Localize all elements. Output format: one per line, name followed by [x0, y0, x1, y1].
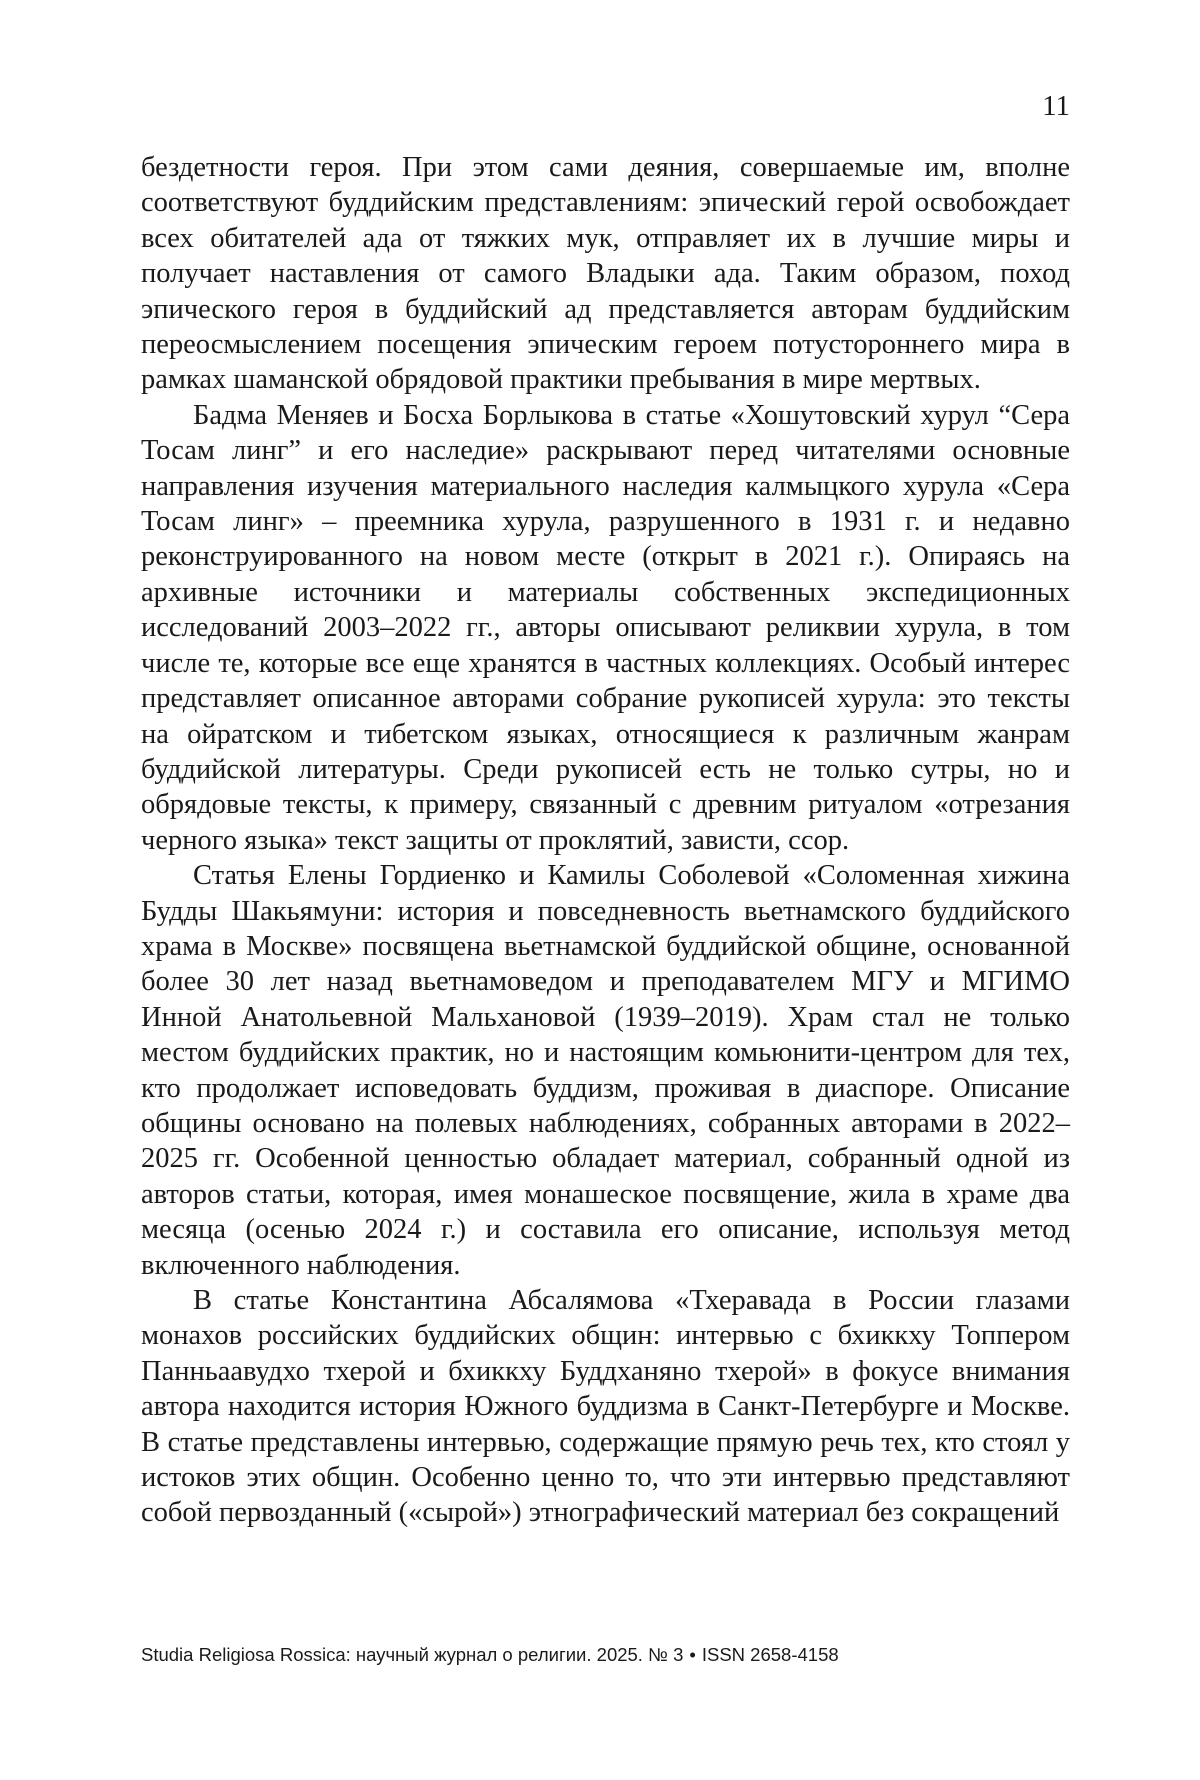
article-body [141, 150, 1070, 1531]
running-footer [141, 1643, 1070, 1667]
footer-journal-title: Studia Religiosa Rossica: научный журнал о религии. 2025. № 3 [141, 1644, 684, 1665]
page-number: 11 [1042, 90, 1070, 122]
footer-issn: ISSN 2658-4158 [701, 1644, 839, 1665]
paragraph-1-continuation: бездетности героя. При этом сами деяния, совершаемые им, вполне соответствуют буддийским представлениям: эпический герой освобождает всех обитателей ада от тяжких мук, отправляет их в лучшие миры и получает наставления от самого Владыки ада. Таким образом, поход эпического героя в буддийский ад представляется авторам буддийским переосмыслением посещения эпическим героем потустороннего мира в рамках шаманской обрядовой практики пребывания в мире мертвых. [141, 152, 1070, 396]
paragraph-menyaev-borlykova: Бадма Меняев и Босха Борлыкова в статье «Хошутовский хурул “Сера Тосам линг” и его наследие» раскрывают перед читателями основные направления изучения материального наследия калмыцкого хурула «Сера Тосам линг» – преемника хурула, разрушенного в 1931 г. и недавно реконструированного на новом месте (открыт в 2021 г.). Опираясь на архивные источники и материалы собственных экспедиционных исследований 2003–2022 гг., авторы описывают реликвии хурула, в том числе те, которые все еще хранятся в частных коллекциях. Особый интерес представляет описанное авторами собрание рукописей хурула: это тексты на ойратском и тибетском языках, относящиеся к различным жанрам буддийской литературы. Среди рукописей есть не только сутры, но и обрядовые тексты, к примеру, связанный с древним ритуалом «отрезания черного языка» текст защиты от проклятий, зависти, ссор. [141, 399, 1070, 856]
paragraph-gordienko-soboleva: Статья Елены Гордиенко и Камилы Соболевой «Соломенная хижина Будды Шакьямуни: история и повседневность вьетнамского буддийского храма в Москве» посвящена вьетнамской буддийской общине, основанной более 30 лет назад вьетнамоведом и преподавателем МГУ и МГИМО Инной Анатольевной Мальхановой (1939–2019). Храм стал не только местом буддийских практик, но и настоящим комьюнити-центром для тех, кто продолжает исповедовать буддизм, проживая в диаспоре. Описание общины основано на полевых наблюдениях, собранных авторами в 2022–2025 гг. Особенной ценностью обладает материал, собранный одной из авторов статьи, которая, имея монашеское посвящение, жила в храме два месяца (осенью 2024 г.) и составила его описание, используя метод включенного наблюдения. [141, 860, 1070, 1281]
footer-bullet-separator: • [689, 1644, 696, 1665]
paragraph-absalyamov: В статье Константина Абсалямова «Тхеравада в России глазами монахов российских буддийских общин: интервью с бхиккху Топпером Панньаавудхо тхерой и бхиккху Буддханяно тхерой» в фокусе внимания автора находится история Южного буддизма в Санкт-Петербурге и Москве. В статье представлены интервью, содержащие прямую речь тех, кто стоял у истоков этих общин. Особенно ценно то, что эти интервью представляют собой первозданный («сырой») этнографический материал без сокращений [141, 1285, 1070, 1529]
